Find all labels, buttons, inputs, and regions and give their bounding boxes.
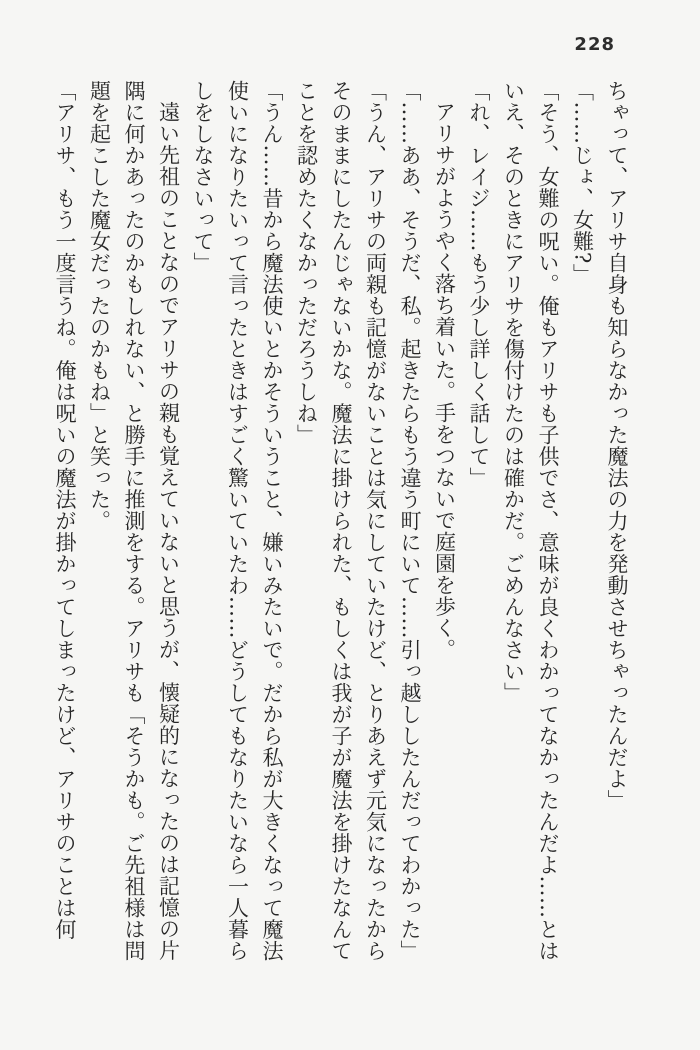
- paragraph-dialogue: 「れ、レイジ……もう少し詳しく話して」: [467, 80, 491, 489]
- paragraph-dialogue: 「うん、アリサの両親も記憶がないことは気にしていたけど、とりあえず元気になったからそのままにしたんじゃないかな。魔法に掛けられた、もしくは我が子が魔法を掛けたなんてことを認めたくなかっただろうしね」: [294, 80, 388, 962]
- paragraph-dialogue: 「……じょ、女難?」: [570, 80, 595, 286]
- paragraph-dialogue: 「うん……昔から魔法使いとかそういうこと、嫌いみたいで。だから私が大きくなって魔法使いになりたいって言ったときはすごく驚いていたわ……どうしてもなりたいなら一人暮らしをしなさいって」: [191, 80, 284, 962]
- paragraph-narration: 遠い先祖のことなのでアリサの親も覚えていないと思うが、懐疑的になったのは記憶の片隅に何かあったのかもしれない、と勝手に推測をする。アリサも「そうかも。ご先祖様は問題を起こした魔女だったのかもね」と笑った。: [87, 80, 181, 962]
- paragraph-dialogue: 「……ああ、そうだ、私。起きたらもう違う町にいて……引っ越ししたんだってわかった」: [398, 80, 422, 962]
- page-text-block: [48, 80, 635, 964]
- paragraph-continuation: ちゃって、アリサ自身も知らなかった魔法の力を発動させちゃったんだよ」: [605, 80, 629, 811]
- page-number: 228: [574, 34, 615, 55]
- paragraph-narration: アリサがようやく落ち着いた。手をつないで庭園を歩く。: [432, 101, 457, 660]
- paragraph-dialogue: 「そう、女難の呪い。俺もアリサも子供でさ、意味が良くわかってなかったんだよ……とはいえ、そのときにアリサを傷付けたのは確かだ。ごめんなさい」: [501, 80, 560, 962]
- paragraph-dialogue: 「アリサ、もう一度言うね。俺は呪いの魔法が掛かってしまったけど、アリサのことは何: [53, 80, 77, 940]
